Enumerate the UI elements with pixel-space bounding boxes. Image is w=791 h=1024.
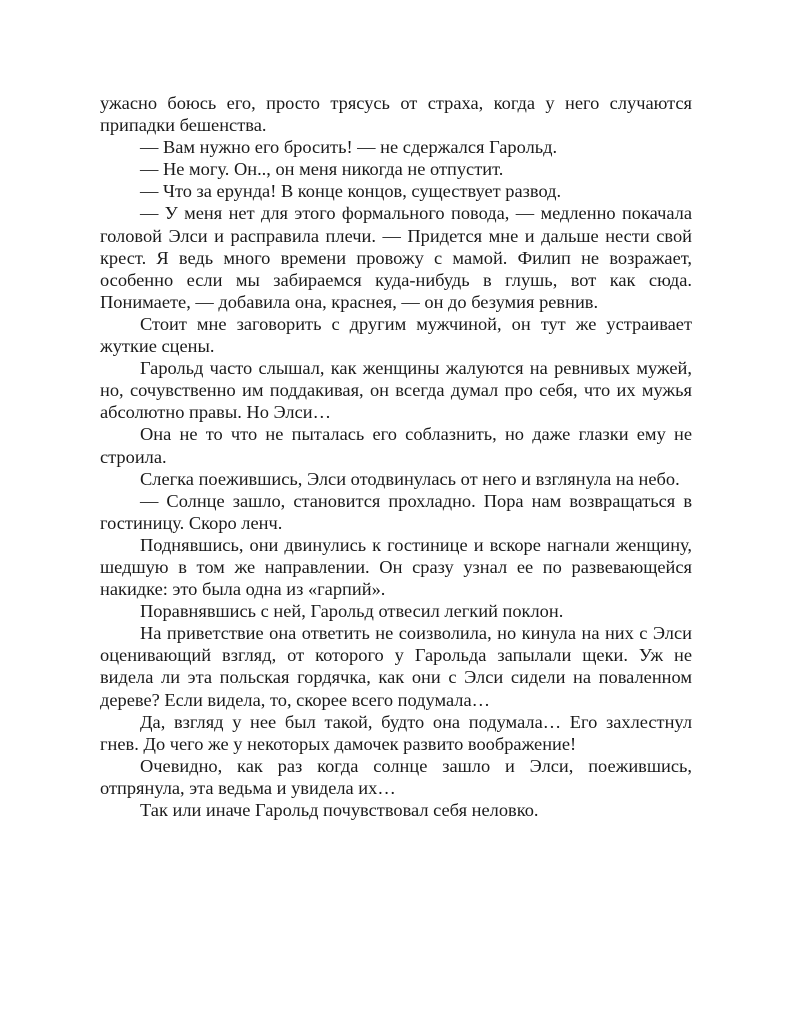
paragraph: Поднявшись, они двинулись к гостинице и вскоре нагнали женщину, шедшую в том же направлении. Он сразу узнал ее по развевающейся накидке: это была одна из «гарпий».	[100, 534, 692, 600]
paragraph: Так или иначе Гарольд почувствовал себя неловко.	[140, 800, 539, 820]
paragraph: Поравнявшись с ней, Гарольд отвесил легкий поклон.	[140, 601, 564, 622]
document-page	[100, 92, 692, 821]
paragraph-dialogue: — У меня нет для этого формального повода, — медленно покачала головой Элси и расправила плечи. — Придется мне и дальше нести свой крест. Я ведь много времени провожу с мамой. Филип не возражает, особенно если мы забираемся куда-нибудь в глушь, вот как сюда. Понимаете, — добавила она, краснея, — он до безумия ревнив.	[100, 203, 692, 312]
paragraph-continuation: ужасно боюсь его, просто трясусь от страха, когда у него случаются припадки бешенства.	[100, 93, 692, 136]
paragraph: Слегка поежившись, Элси отодвинулась от него и взглянула на небо.	[140, 468, 680, 489]
paragraph: На приветствие она ответить не соизволила, но кинула на них с Элси оценивающий взгляд, от которого у Гарольда запылали щеки. Уж не видела ли эта польская гордячка, как они с Элси сидели на поваленном дереве? Если видела, то, скорее всего подумала…	[100, 623, 692, 710]
paragraph: Очевидно, как раз когда солнце зашло и Элси, поежившись, отпрянула, эта ведьма и увидела их…	[100, 755, 692, 798]
paragraph-dialogue: — Не могу. Он.., он меня никогда не отпустит.	[140, 159, 504, 180]
paragraph-dialogue: — Вам нужно его бросить! — не сдержался Гарольд.	[140, 137, 558, 158]
paragraph-dialogue: — Солнце зашло, становится прохладно. Пора нам возвращаться в гостиницу. Скоро ленч.	[100, 490, 692, 533]
paragraph: Гарольд часто слышал, как женщины жалуются на ревнивых мужей, но, сочувственно им поддакивая, он всегда думал про себя, что их мужья абсолютно правы. Но Элси…	[100, 358, 692, 423]
paragraph: Стоит мне заговорить с другим мужчиной, он тут же устраивает жуткие сцены.	[100, 313, 692, 357]
paragraph: Она не то что не пыталась его соблазнить, но даже глазки ему не строила.	[100, 424, 692, 467]
paragraph: Да, взгляд у нее был такой, будто она подумала… Его захлестнул гнев. До чего же у некоторых дамочек развито воображение!	[100, 711, 692, 754]
paragraph-dialogue: — Что за ерунда! В конце концов, существует развод.	[140, 181, 562, 202]
